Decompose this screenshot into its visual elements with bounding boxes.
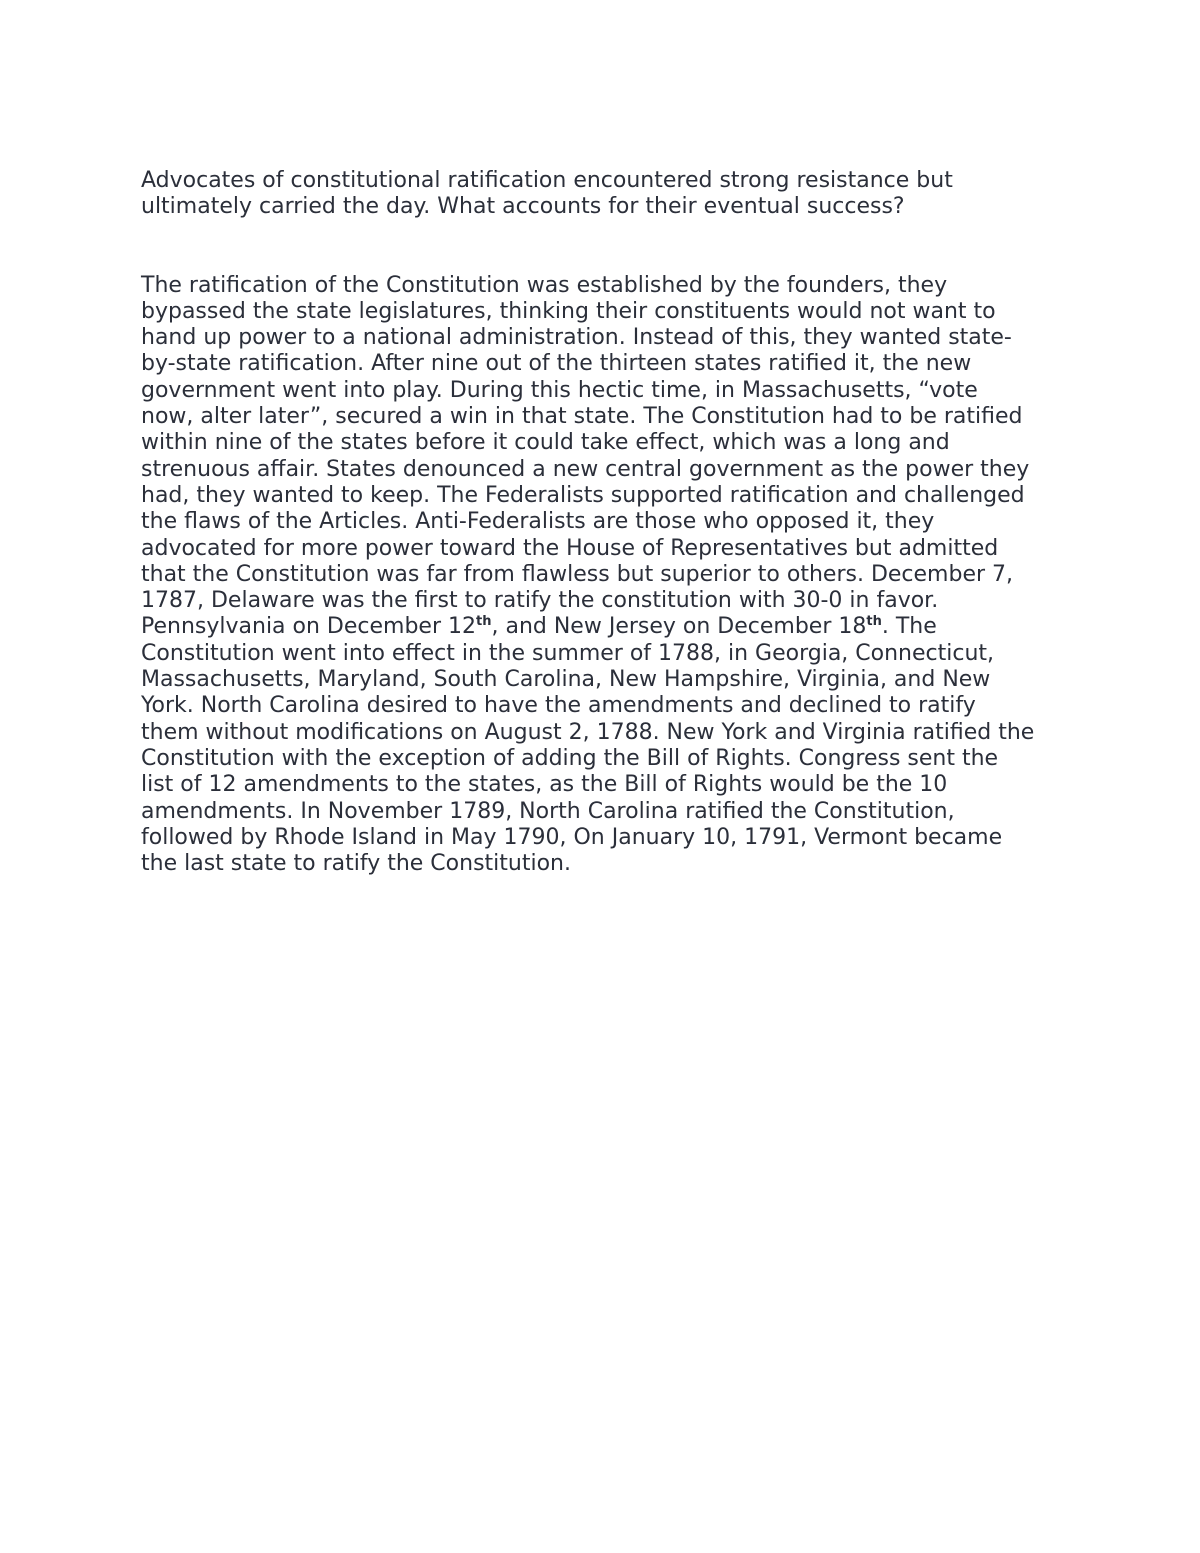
ordinal-suffix: th — [476, 614, 492, 630]
answer-line: bypassed the state legislatures, thinking their constituents would not want to — [141, 298, 996, 324]
answer-line-pennsylvania — [141, 614, 1071, 640]
answer-line: strenuous affair. States denounced a new central government as the power they — [141, 456, 1030, 482]
answer-line: within nine of the states before it could take effect, which was a long and — [141, 430, 950, 456]
answer-text: , and New Jersey on December 18 — [491, 614, 867, 640]
answer-line: Massachusetts, Maryland, South Carolina, New Hampshire, Virginia, and New — [141, 667, 991, 693]
answer-line: now, alter later”, secured a win in that state. The Constitution had to be ratified — [141, 404, 1023, 430]
answer-line: York. North Carolina desired to have the amendments and declined to ratify — [141, 693, 976, 719]
document-body — [141, 168, 1071, 877]
answer-text: . The — [881, 614, 937, 640]
answer-line: Constitution with the exception of adding the Bill of Rights. Congress sent the — [141, 745, 999, 771]
answer-line: The ratification of the Constitution was established by the founders, they — [141, 272, 948, 298]
answer-paragraph — [141, 273, 1071, 878]
answer-line: amendments. In November 1789, North Carolina ratified the Constitution, — [141, 798, 955, 824]
question-line: Advocates of constitutional ratification encountered strong resistance but — [141, 168, 953, 193]
answer-line: had, they wanted to keep. The Federalists supported ratification and challenged — [141, 482, 1025, 508]
answer-line: government went into play. During this hectic time, in Massachusetts, “vote — [141, 377, 978, 403]
answer-text: Pennsylvania on December 12 — [141, 614, 476, 640]
ordinal-suffix: th — [866, 614, 882, 630]
question-paragraph — [141, 168, 1071, 221]
answer-line: the last state to ratify the Constitution. — [141, 851, 571, 877]
answer-line: 1787, Delaware was the first to ratify the constitution with 30-0 in favor. — [141, 588, 939, 614]
answer-line: list of 12 amendments to the states, as the Bill of Rights would be the 10 — [141, 772, 948, 798]
answer-line: hand up power to a national administration. Instead of this, they wanted state- — [141, 325, 1012, 351]
answer-line: them without modifications on August 2, 1788. New York and Virginia ratified the — [141, 719, 1035, 745]
answer-line: Constitution went into effect in the summer of 1788, in Georgia, Connecticut, — [141, 640, 995, 666]
answer-line: the flaws of the Articles. Anti-Federalists are those who opposed it, they — [141, 509, 935, 535]
answer-line: that the Constitution was far from flawless but superior to others. December 7, — [141, 561, 1014, 587]
answer-line: by-state ratification. After nine out of the thirteen states ratified it, the new — [141, 351, 972, 377]
answer-line: followed by Rhode Island in May 1790, On January 10, 1791, Vermont became — [141, 824, 1003, 850]
question-line: ultimately carried the day. What accounts for their eventual success? — [141, 194, 905, 220]
answer-line: advocated for more power toward the House of Representatives but admitted — [141, 535, 999, 561]
